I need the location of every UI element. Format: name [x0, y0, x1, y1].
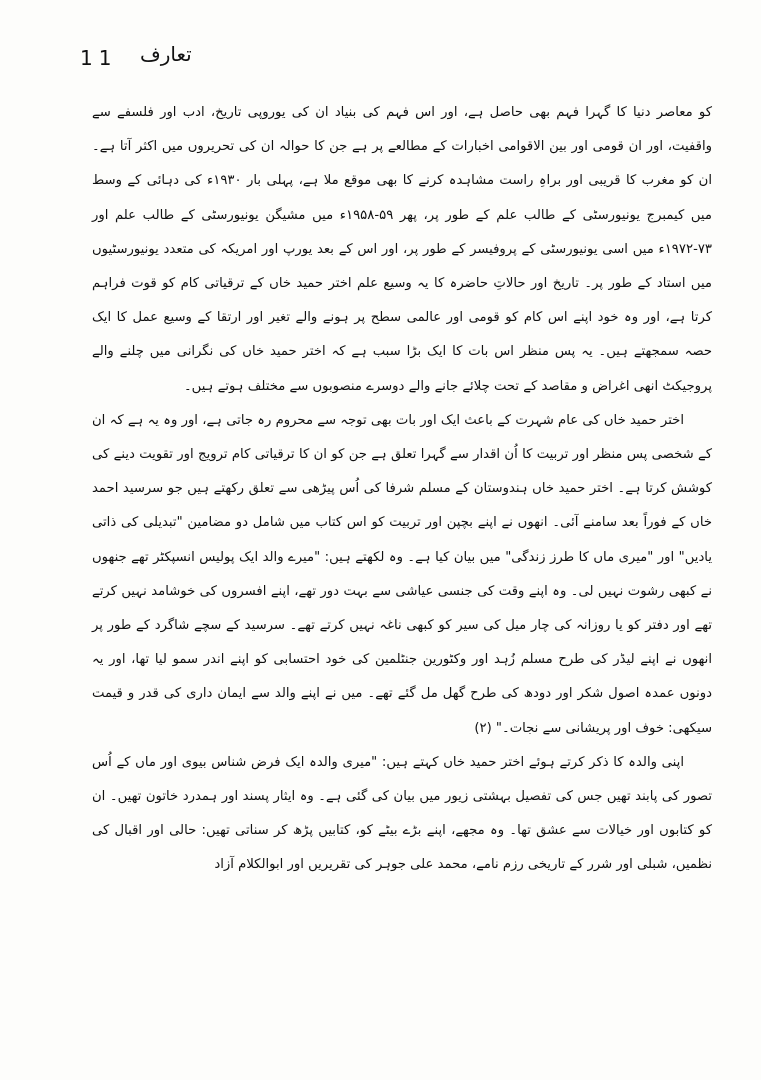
paragraph: اختر حمید خاں کی عام شہرت کے باعث ایک اور بات بھی توجہ سے محروم رہ جاتی ہے، اور وہ یہ ہے کہ ان کے شخصی پس منظر اور تربیت کا اُن اقدار سے گہرا تعلق ہے جن کو ان کا ترقیاتی کام ترویج اور تقویت دینے کی کوشش کرتا ہے۔ اختر حمید خاں ہندوستان کے مسلم شرفا کی اُس پیڑھی سے تعلق رکھتے ہیں جو سرسید احمد خاں کے فوراً بعد سامنے آئی۔ انھوں نے اپنے بچپن اور تربیت کو اس کتاب میں شامل دو مضامین "تبدیلی کی ذاتی یادیں" اور "میری ماں کا طرز زندگی" میں بیان کیا ہے۔ وہ لکھتے ہیں: "میرے والد ایک پولیس انسپکٹر تھے جنھوں نے کبھی رشوت نہیں لی۔ وہ اپنے وقت کی جنسی عیاشی سے بہت دور تھے، اپنے افسروں کی خوشامد نہیں کرتے تھے اور دفتر کو یا روزانہ کی چار میل کی سیر کو کبھی ناغہ نہیں کرتے تھے۔ سرسید کے سچے شاگرد کے طور پر انھوں نے اپنے لیڈر کی طرح مسلم زُہد اور وکٹورین جنٹلمین کی خود احتسابی کو اپنے اندر سمو لیا تھا، اور یہ دونوں عمدہ اصول شکر اور دودھ کی طرح گھل مل گئے تھے۔ میں نے اپنے والد سے ایمان داری کی قدر و قیمت سیکھی: خوف اور پریشانی سے نجات۔" (۲): [92, 412, 712, 736]
page-header: [40, 40, 721, 74]
body-text: [92, 96, 712, 883]
paragraph: اپنی والدہ کا ذکر کرتے ہوئے اختر حمید خاں کہتے ہیں: "میری والدہ ایک فرض شناس بیوی اور ماں کے اُس تصور کی پابند تھیں جس کی تفصیل بہشتی زیور میں بیان کی گئی ہے۔ وہ ایثار پسند اور ہمدرد خاتون تھیں۔ ان کو کتابوں اور خیالات سے عشق تھا۔ وہ مجھے، اپنے بڑے بیٹے کو، کتابیں پڑھ کر سناتی تھیں: حالی اور اقبال کی نظمیں، شبلی اور شرر کے تاریخی رزم نامے، محمد علی جوہر کی تقریریں اور ابوالکلام آزاد: [92, 754, 712, 873]
paragraph: کو معاصر دنیا کا گہرا فہم بھی حاصل ہے، اور اس فہم کی بنیاد ان کی یوروپی تاریخ، ادب اور فلسفے سے واقفیت، اور ان قومی اور بین الاقوامی اخبارات کے مطالعے پر ہے جن کا حوالہ ان کی تحریروں میں اکثر آتا ہے۔ ان کو مغرب کا قریبی اور براہِ راست مشاہدہ کرنے کا بھی موقع ملا ہے، پہلی بار ۱۹۳۰ء کی دہائی کے وسط میں کیمبرج یونیورسٹی کے طالب علم کے طور پر، پھر ۵۹-۱۹۵۸ء میں مشیگن یونیورسٹی کے طالب علم اور ۷۳-۱۹۷۲ء میں اسی یونیورسٹی کے پروفیسر کے طور پر، اور اس کے بعد یورپ اور امریکہ کی متعدد یونیورسٹیوں میں استاد کے طور پر۔ تاریخ اور حالاتِ حاضرہ کا یہ وسیع علم اختر حمید خاں کے ترقیاتی کام کو قوت فراہم کرتا ہے، اور وہ خود اپنے اس کام کو قومی اور عالمی سطح پر ہونے والے تغیر اور ارتقا کے وسیع عمل کا ایک حصہ سمجھتے ہیں۔ یہ پس منظر اس بات کا ایک بڑا سبب ہے کہ اختر حمید خاں کی نگرانی میں چلنے والے پروجیکٹ انھی اغراض و مقاصد کے تحت چلائے جانے والے دوسرے منصوبوں سے مختلف ہوتے ہیں۔: [92, 105, 712, 394]
page-number: 11: [80, 46, 118, 70]
running-head: تعارف: [140, 42, 192, 66]
